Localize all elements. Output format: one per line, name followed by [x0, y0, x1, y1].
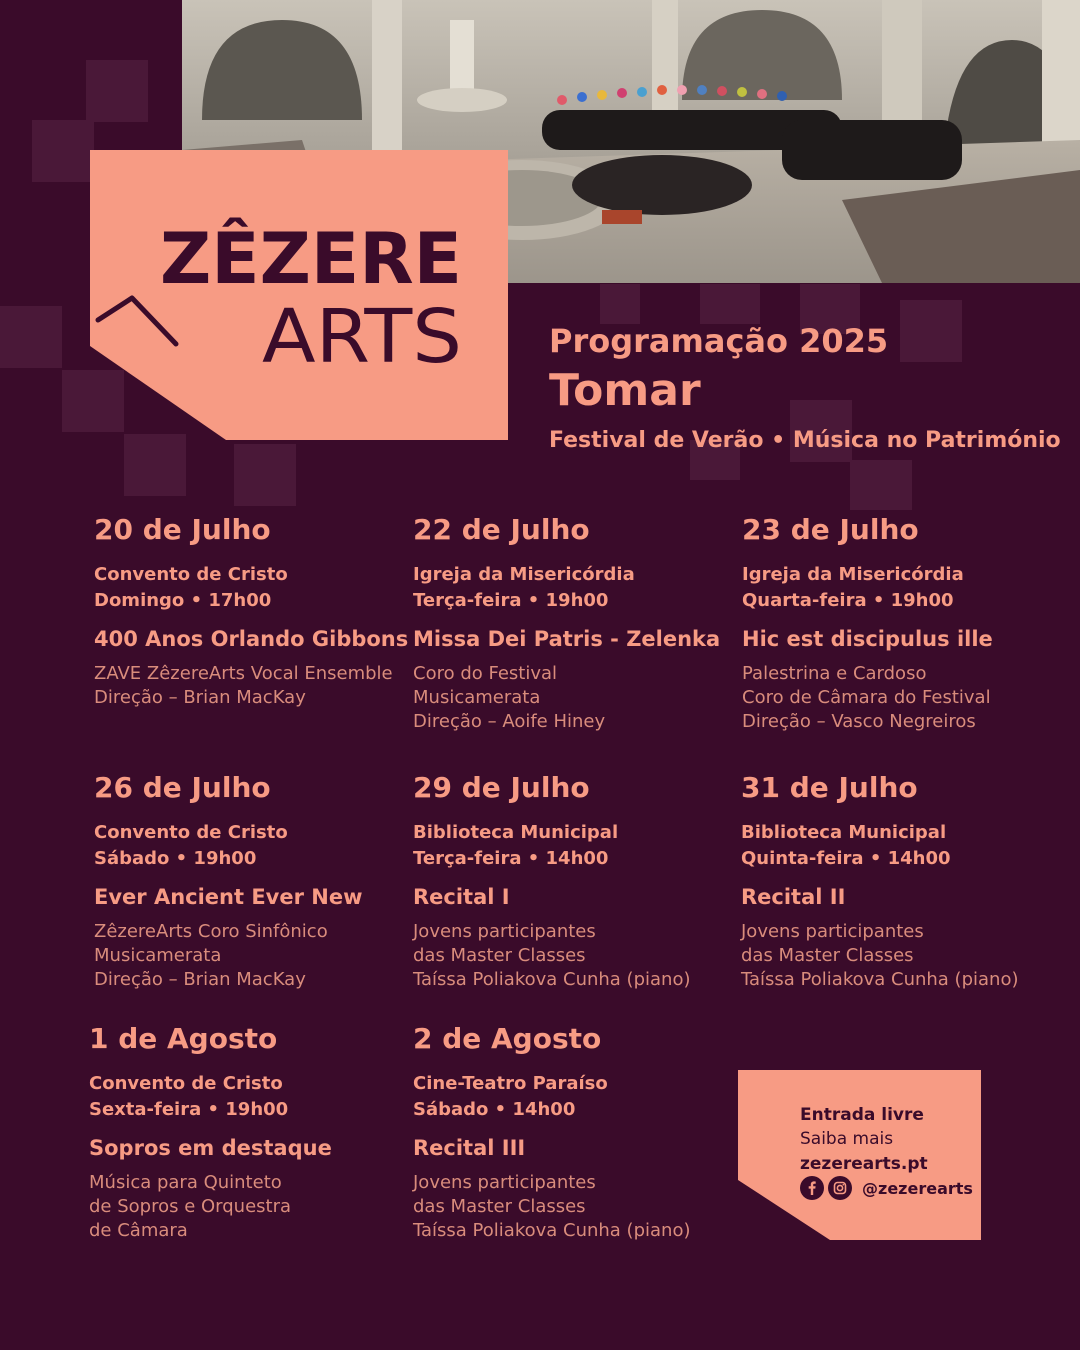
- event-detail-line: das Master Classes: [413, 945, 586, 966]
- event-date: 26 de Julho: [94, 771, 271, 804]
- event-venue: Cine-Teatro Paraíso: [413, 1073, 608, 1094]
- event-detail-line: Musicamerata: [413, 687, 541, 708]
- event-date: 2 de Agosto: [413, 1022, 602, 1055]
- event-time: Terça-feira • 19h00: [413, 590, 609, 611]
- decor-square: [234, 444, 296, 506]
- event-venue: Igreja da Misericórdia: [413, 564, 635, 585]
- city-title: Tomar: [549, 365, 701, 416]
- event-details: [89, 1171, 409, 1243]
- event-detail-line: ZAVE ZêzereArts Vocal Ensemble: [94, 663, 393, 684]
- event-details: [413, 662, 733, 734]
- event-venue: Convento de Cristo: [89, 1073, 283, 1094]
- event-detail-line: de Câmara: [89, 1220, 188, 1241]
- event-details: [413, 1171, 733, 1243]
- event-detail-line: Taíssa Poliakova Cunha (piano): [413, 1220, 691, 1241]
- event-detail-line: Direção – Aoife Hiney: [413, 711, 606, 732]
- event-time: Sábado • 19h00: [94, 848, 257, 869]
- event-title: Recital II: [741, 885, 846, 909]
- event-time: Quarta-feira • 19h00: [742, 590, 954, 611]
- event-time: Sexta-feira • 19h00: [89, 1099, 289, 1120]
- event-details: [742, 662, 1062, 734]
- event-detail-line: de Sopros e Orquestra: [89, 1196, 292, 1217]
- event-detail-line: Coro de Câmara do Festival: [742, 687, 991, 708]
- event-detail-line: Direção – Vasco Negreiros: [742, 711, 976, 732]
- logo-line-2: ARTS: [262, 294, 462, 380]
- event-detail-line: Taíssa Poliakova Cunha (piano): [413, 969, 691, 990]
- event-details: [94, 920, 414, 992]
- event-title: 400 Anos Orlando Gibbons: [94, 627, 409, 651]
- info-text: [800, 1103, 928, 1177]
- event-title: Missa Dei Patris - Zelenka: [413, 627, 721, 651]
- event-card: [94, 768, 414, 992]
- event-venue: Biblioteca Municipal: [741, 822, 947, 843]
- event-detail-line: das Master Classes: [741, 945, 914, 966]
- event-date: 22 de Julho: [413, 513, 590, 546]
- event-venue: Igreja da Misericórdia: [742, 564, 964, 585]
- social-handle[interactable]: @zezerearts: [862, 1178, 973, 1198]
- event-detail-line: Música para Quinteto: [89, 1172, 282, 1193]
- website-link[interactable]: zezerearts.pt: [800, 1154, 928, 1174]
- programme-title: Programação 2025: [549, 322, 889, 360]
- social-links: [800, 1176, 973, 1200]
- event-details: [413, 920, 733, 992]
- event-title: Hic est discipulus ille: [742, 627, 993, 651]
- event-card: [413, 1019, 733, 1243]
- event-details: [94, 662, 414, 710]
- event-card: [742, 510, 1062, 734]
- event-title: Recital III: [413, 1136, 526, 1160]
- event-detail-line: Jovens participantes: [741, 921, 924, 942]
- event-time: Domingo • 17h00: [94, 590, 272, 611]
- event-title: Recital I: [413, 885, 510, 909]
- event-detail-line: ZêzereArts Coro Sinfônico: [94, 921, 328, 942]
- event-detail-line: Direção – Brian MacKay: [94, 969, 306, 990]
- event-details: [741, 920, 1061, 992]
- info-box: [738, 1070, 981, 1240]
- logo-line-1: ZÊZERE: [160, 218, 462, 300]
- event-card: [413, 510, 733, 734]
- event-detail-line: Musicamerata: [94, 945, 222, 966]
- decor-square: [850, 460, 912, 510]
- event-venue: Convento de Cristo: [94, 564, 288, 585]
- event-date: 1 de Agosto: [89, 1022, 278, 1055]
- event-detail-line: Jovens participantes: [413, 921, 596, 942]
- event-detail-line: das Master Classes: [413, 1196, 586, 1217]
- event-date: 23 de Julho: [742, 513, 919, 546]
- event-card: [94, 510, 414, 710]
- event-time: Sábado • 14h00: [413, 1099, 576, 1120]
- event-card: [741, 768, 1061, 992]
- festival-subtitle: Festival de Verão • Música no Património: [549, 428, 1061, 453]
- event-time: Quinta-feira • 14h00: [741, 848, 951, 869]
- event-detail-line: Palestrina e Cardoso: [742, 663, 927, 684]
- event-detail-line: Coro do Festival: [413, 663, 558, 684]
- programme-header: [549, 318, 1061, 458]
- event-title: Ever Ancient Ever New: [94, 885, 363, 909]
- learn-more-label: Saiba mais: [800, 1129, 894, 1149]
- event-time: Terça-feira • 14h00: [413, 848, 609, 869]
- event-venue: Biblioteca Municipal: [413, 822, 619, 843]
- event-venue: Convento de Cristo: [94, 822, 288, 843]
- event-date: 20 de Julho: [94, 513, 271, 546]
- event-date: 29 de Julho: [413, 771, 590, 804]
- event-detail-line: Direção – Brian MacKay: [94, 687, 306, 708]
- event-card: [89, 1019, 409, 1243]
- instagram-icon[interactable]: [828, 1176, 852, 1200]
- facebook-icon[interactable]: [800, 1176, 824, 1200]
- event-date: 31 de Julho: [741, 771, 918, 804]
- event-card: [413, 768, 733, 992]
- free-entry-label: Entrada livre: [800, 1105, 924, 1125]
- event-detail-line: Taíssa Poliakova Cunha (piano): [741, 969, 1019, 990]
- event-title: Sopros em destaque: [89, 1136, 332, 1160]
- event-detail-line: Jovens participantes: [413, 1172, 596, 1193]
